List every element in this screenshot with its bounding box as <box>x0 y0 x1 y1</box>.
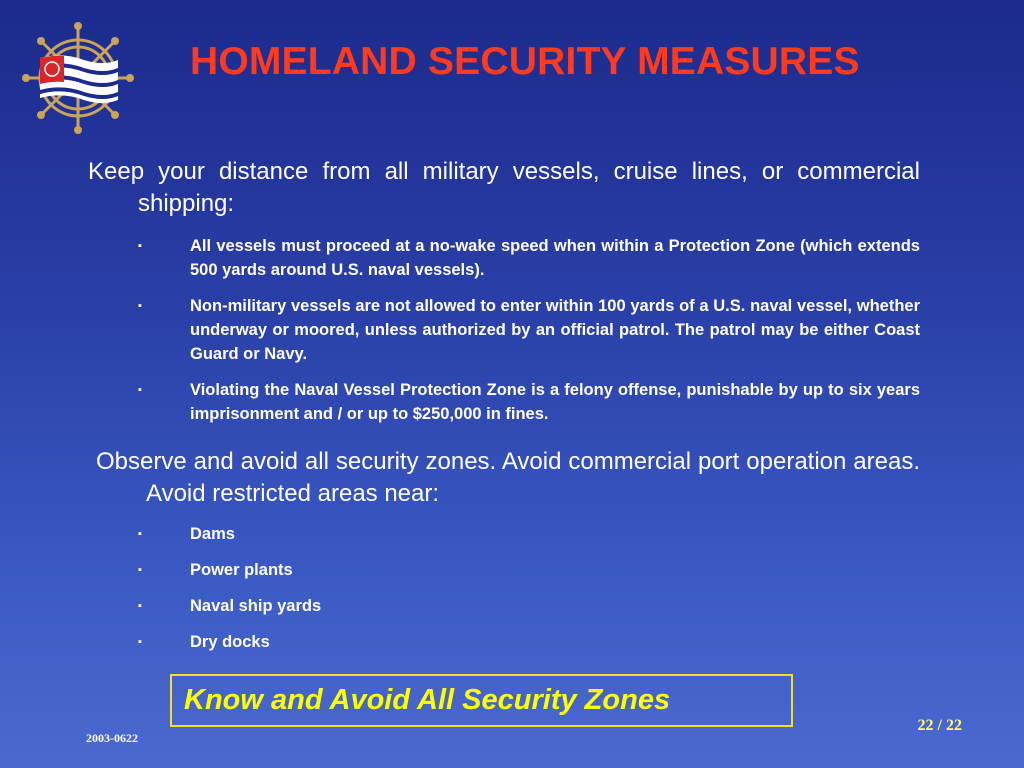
bullet-text: Violating the Naval Vessel Protection Zone is a felony offense, punishable by up to six years imprisonment and / or up to $250,000 in fines. <box>190 381 920 423</box>
list-item <box>138 558 920 582</box>
ship-wheel-flag-logo-icon <box>22 22 134 134</box>
bullet-text: Non-military vessels are not allowed to enter within 100 yards of a U.S. naval vessel, whether underway or moored, unless authorized by an official patrol. The patrol may be either Coast Guard or Navy. <box>190 297 920 363</box>
bullet-marker: ▪ <box>138 240 142 252</box>
document-code: 2003-0622 <box>86 731 138 745</box>
list-item <box>138 378 920 426</box>
section1-bullet-list <box>138 234 920 438</box>
bullet-text: All vessels must proceed at a no-wake speed when within a Protection Zone (which extends 500 yards around U.S. naval vessels). <box>190 237 920 279</box>
list-item <box>138 294 920 366</box>
bullet-marker: ▪ <box>138 528 142 540</box>
bullet-marker: ▪ <box>138 564 142 576</box>
section2-intro-text: Observe and avoid all security zones. Avoid commercial port operation areas. Avoid restricted areas near: <box>96 448 920 507</box>
list-item <box>138 522 920 546</box>
page-title: HOMELAND SECURITY MEASURES <box>190 40 860 83</box>
bullet-text: Power plants <box>190 561 293 579</box>
bullet-marker: ▪ <box>138 600 142 612</box>
bullet-marker: ▪ <box>138 384 142 396</box>
list-item <box>138 234 920 282</box>
list-item <box>138 630 920 654</box>
section1-intro-text: Keep your distance from all military vessels, cruise lines, or commercial shipping: <box>88 158 920 217</box>
bullet-marker: ▪ <box>138 300 142 312</box>
bullet-marker: ▪ <box>138 636 142 648</box>
page-number: 22 / 22 <box>917 717 962 734</box>
callout-text: Know and Avoid All Security Zones <box>184 684 671 716</box>
callout-box <box>170 674 793 727</box>
bullet-text: Dams <box>190 525 235 543</box>
section2-bullet-list <box>138 522 920 666</box>
bullet-text: Naval ship yards <box>190 597 322 615</box>
bullet-text: Dry docks <box>190 633 270 651</box>
list-item <box>138 594 920 618</box>
